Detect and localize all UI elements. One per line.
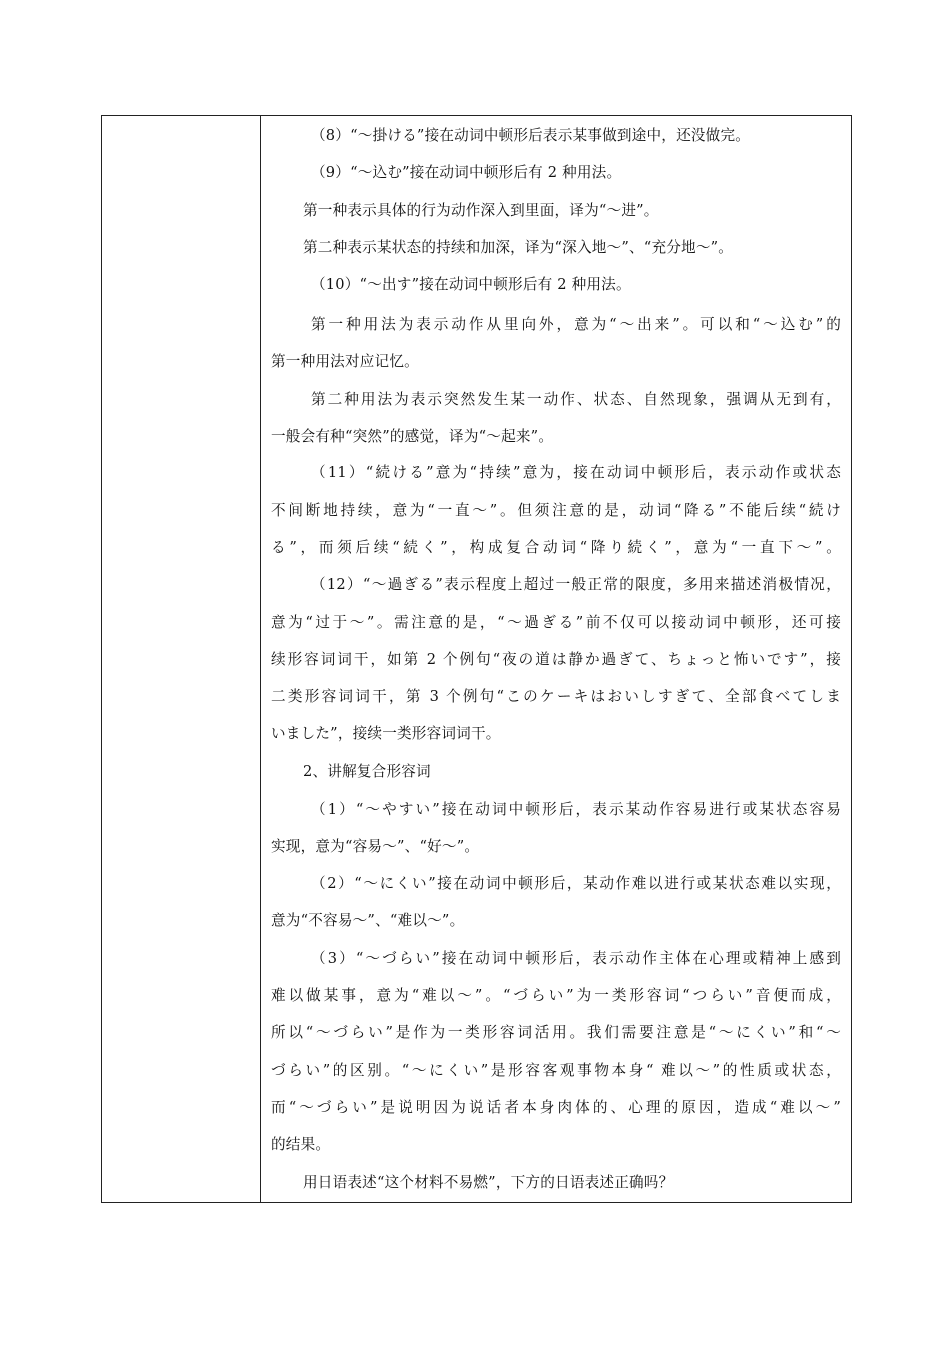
text-line: 第二种用法为表示突然发生某一动作、状态、自然现象，强调从无到有， (311, 391, 841, 408)
text-line: 不间断地持续，意为“一直～”。但须注意的是，动词“降る”不能后续“続け (271, 502, 841, 519)
text-line: 第一种表示具体的行为动作深入到里面，译为“～进”。 (303, 202, 659, 219)
text-line: （1）“～やすい”接在动词中顿形后，表示某动作容易进行或某状态容易 (311, 801, 841, 818)
content-table (101, 115, 852, 1203)
text-line: 二类形容词词干，第 3 个例句“このケーキはおいしすぎて、全部食べてしま (271, 688, 841, 705)
text-line: （2）“～にくい”接在动词中顿形后，某动作难以进行或某状态难以实现， (311, 875, 841, 892)
text-line: 所以“～づらい”是作为一类形容词活用。我们需要注意是“～にくい”和“～ (271, 1024, 841, 1041)
text-line: る”，而须后续“続く”，构成复合动词“降り続く”，意为“一直下～”。 (271, 539, 841, 556)
question-line: 用日语表述“这个材料不易燃”，下方的日语表述正确吗？ (303, 1174, 674, 1191)
text-line: 意为“不容易～”、“难以～”。 (271, 912, 465, 929)
text-line: 第一种用法对应记忆。 (271, 353, 419, 370)
text-line: 第一种用法为表示动作从里向外，意为“～出来”。可以和“～込む”的 (311, 316, 841, 333)
text-line: （3）“～づらい”接在动词中顿形后，表示动作主体在心理或精神上感到 (311, 950, 841, 967)
right-column-cell (261, 116, 851, 1202)
text-line: 的结果。 (271, 1136, 331, 1153)
text-line: いました”，接续一类形容词词干。 (271, 725, 501, 742)
text-line: 续形容词词干，如第 2 个例句“夜の道は静か過ぎて、ちょっと怖いです”，接 (271, 651, 841, 668)
text-line: （11）“続ける”意为“持续”意为，接在动词中顿形后，表示动作或状态 (311, 464, 841, 481)
left-column-cell (102, 116, 261, 1202)
text-line: 第二种表示某状态的持续和加深，译为“深入地～”、“充分地～”。 (303, 239, 734, 256)
text-line: づらい”的区别。“～にくい”是形容客观事物本身“ 难以～”的性质或状态， (271, 1062, 841, 1079)
text-line: （9）“～込む”接在动词中顿形后有 2 种用法。 (311, 164, 622, 181)
text-line: 意为“过于～”。需注意的是，“～過ぎる”前不仅可以接动词中顿形，还可接 (271, 614, 841, 631)
text-line: （8）“～掛ける”接在动词中顿形后表示某事做到途中，还没做完。 (311, 127, 751, 144)
text-line: 难以做某事，意为“难以～”。“づらい”为一类形容词“つらい”音便而成， (271, 987, 841, 1004)
text-line: 一般会有种“突然”的感觉，译为“～起来”。 (271, 428, 554, 445)
text-line: 实现，意为“容易～”、“好～”。 (271, 838, 480, 855)
text-line: （10）“～出す”接在动词中顿形后有 2 种用法。 (311, 276, 631, 293)
section-heading: 2、讲解复合形容词 (303, 763, 431, 780)
text-line: 而“～づらい”是说明因为说话者本身肉体的、心理的原因，造成“难以～” (271, 1099, 841, 1116)
text-line: （12）“～過ぎる”表示程度上超过一般正常的限度，多用来描述消极情况， (311, 576, 841, 593)
